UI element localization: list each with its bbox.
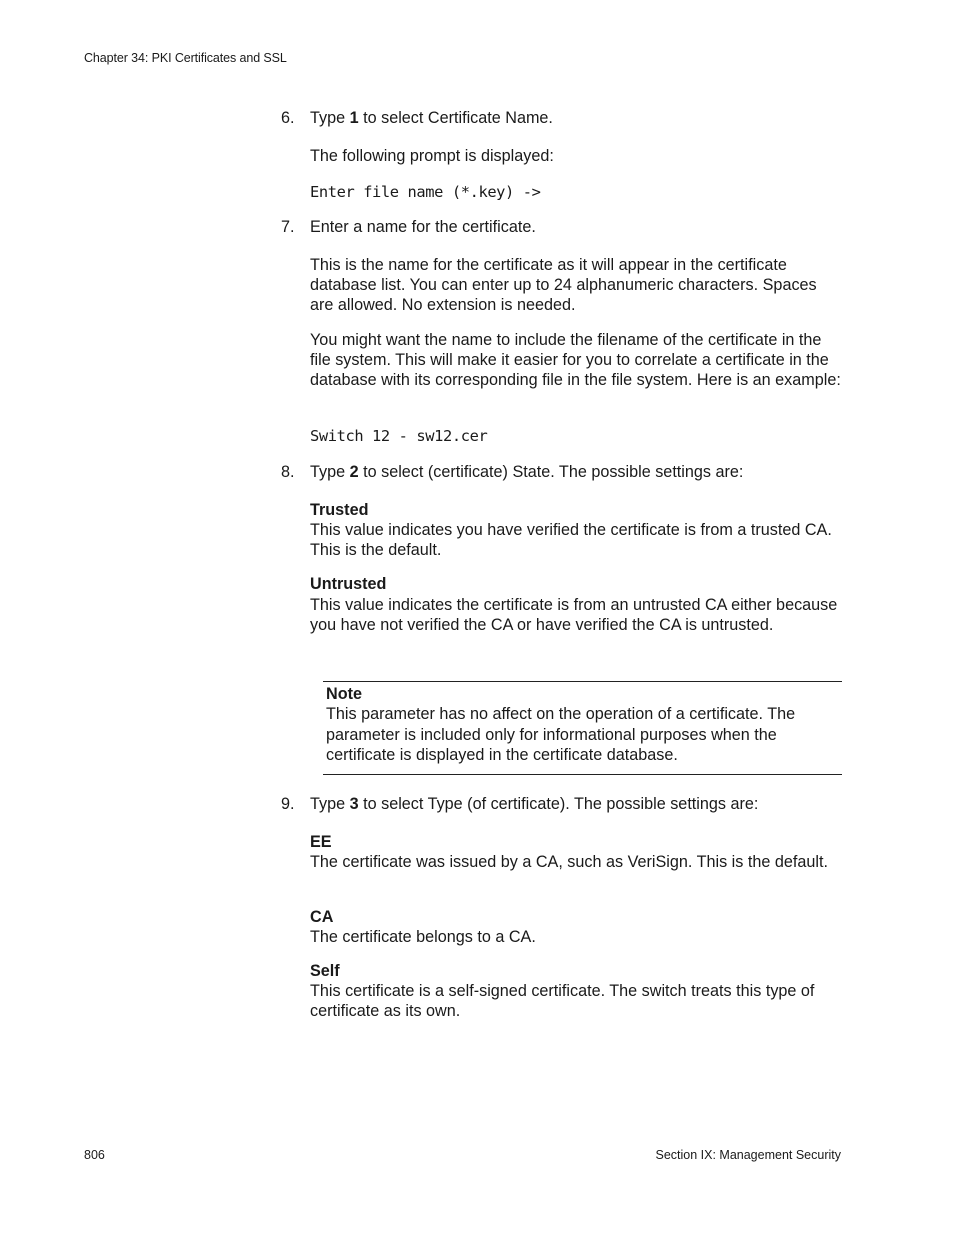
term-description: The certificate belongs to a CA.: [310, 928, 536, 946]
step-text-part: Type: [310, 109, 350, 127]
step-8-text: [310, 462, 842, 482]
page-number: 806: [84, 1148, 105, 1162]
step-number: 7.: [281, 218, 295, 236]
note-title: Note: [326, 685, 362, 703]
step-key: 3: [349, 795, 359, 813]
prompt-intro: The following prompt is displayed:: [310, 147, 554, 165]
step-6-text: [310, 108, 842, 128]
term-untrusted: Untrusted: [310, 575, 387, 593]
term-description: This certificate is a self-signed certificate. The switch treats this type of certificate as its own.: [310, 982, 815, 1021]
step-text-part: Type: [310, 463, 350, 481]
step-7-paragraph: This is the name for the certificate as it will appear in the certificate database list. You can enter up to 24 alphanumeric characters. Spaces are allowed. No extension is needed.: [310, 256, 817, 315]
note-box: [323, 681, 842, 775]
example-code: Switch 12 - sw12.cer: [310, 427, 488, 445]
term-self: Self: [310, 962, 340, 980]
step-7-paragraph: You might want the name to include the filename of the certificate in the file system. This will make it easier for you to correlate a certificate in the database with its corresponding file in the file system. Here is an example:: [310, 331, 841, 390]
step-key: 1: [349, 109, 359, 127]
term-description: The certificate was issued by a CA, such as VeriSign. This is the default.: [310, 853, 828, 871]
step-9-text: [310, 794, 842, 814]
term-trusted: Trusted: [310, 501, 369, 519]
step-text-part: Type: [310, 795, 350, 813]
step-number: 8.: [281, 463, 295, 481]
step-key: 2: [349, 463, 359, 481]
step-text-part: to select (certificate) State. The possible settings are:: [358, 463, 744, 481]
term-ee: EE: [310, 833, 332, 851]
running-footer: Section IX: Management Security: [655, 1148, 841, 1162]
term-description: This value indicates you have verified the certificate is from a trusted CA. This is the default.: [310, 521, 832, 560]
step-text-part: to select Certificate Name.: [358, 109, 553, 127]
step-number: 6.: [281, 109, 295, 127]
note-body: This parameter has no affect on the operation of a certificate. The parameter is included only for informational purposes when the certificate is displayed in the certificate database.: [326, 705, 796, 764]
term-ca: CA: [310, 908, 334, 926]
step-7-text: Enter a name for the certificate.: [310, 218, 536, 236]
step-text-part: to select Type (of certificate). The possible settings are:: [358, 795, 759, 813]
step-number: 9.: [281, 795, 295, 813]
prompt-code: Enter file name (*.key) ->: [310, 183, 541, 201]
term-description: This value indicates the certificate is from an untrusted CA either because you have not verified the CA or have verified the CA is untrusted.: [310, 596, 838, 635]
running-header: Chapter 34: PKI Certificates and SSL: [84, 51, 287, 65]
